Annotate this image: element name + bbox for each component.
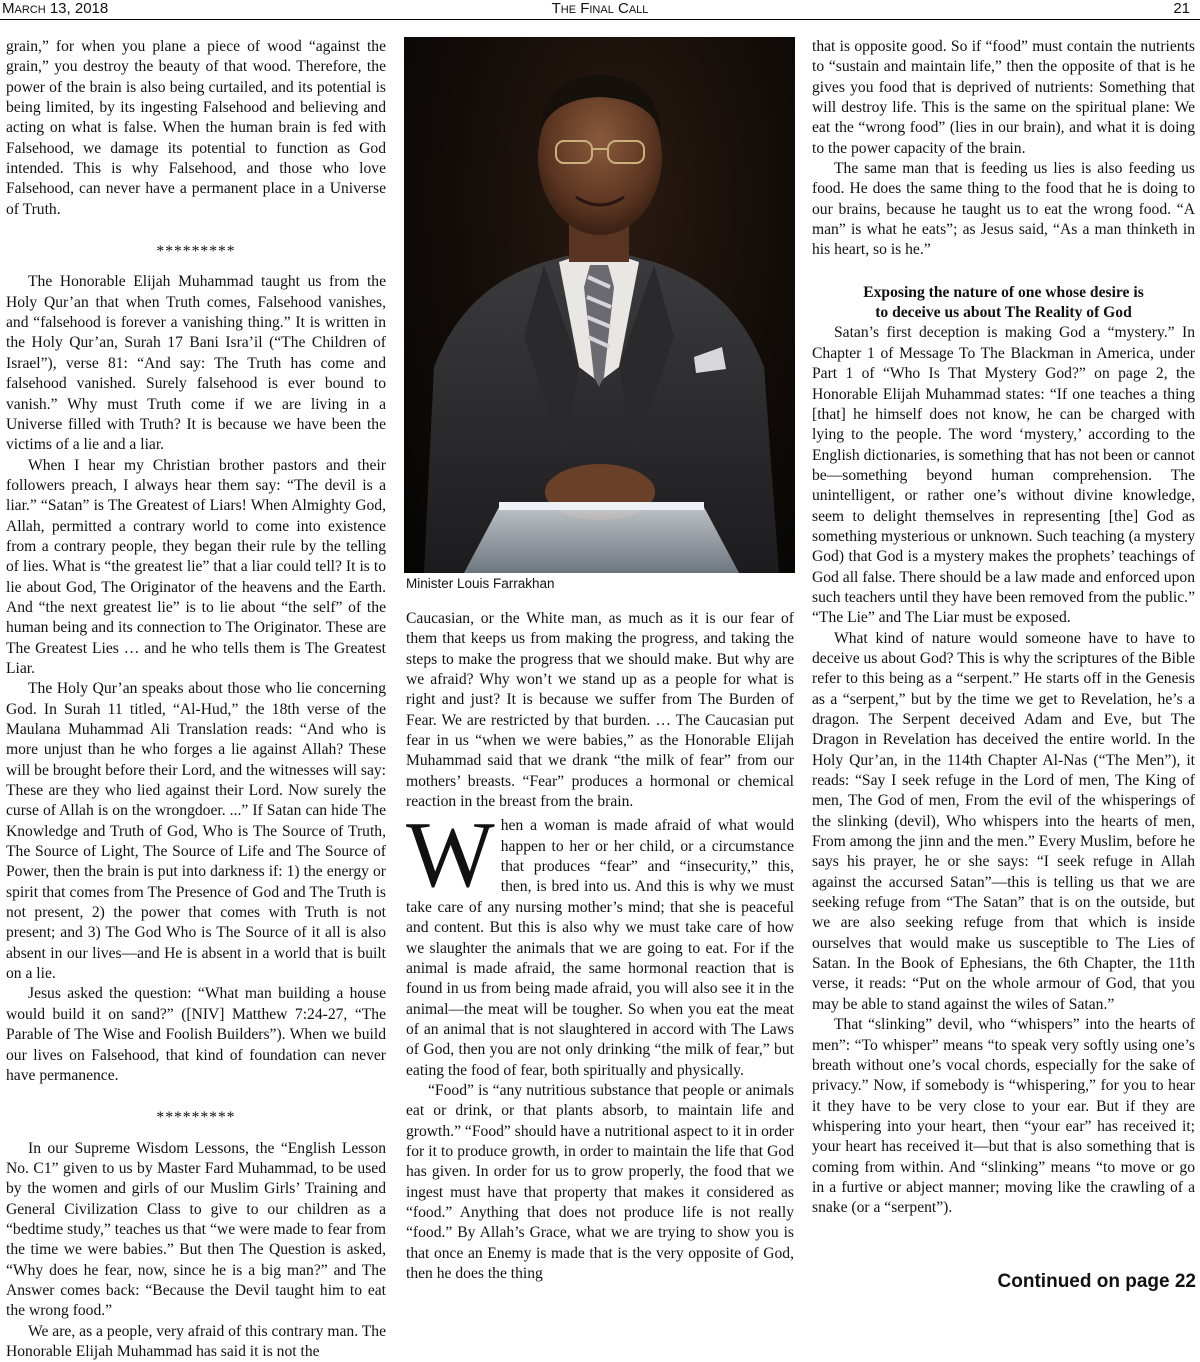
article-column-1 — [6, 37, 386, 1360]
portrait-photo — [404, 37, 795, 573]
subheading-line-1: Exposing the nature of one whose desire is — [863, 283, 1144, 301]
section-separator: ********* — [156, 1109, 236, 1127]
subheading — [812, 283, 1195, 324]
paragraph: grain,” for when you plane a piece of wood “against the grain,” you destroy the beauty of that wood. Therefore, the power of the brain is also being curtailed, and its potential is being limited, by its ingesting Falsehood and believing and acting on what is false. When the human brain is fed with Falsehood, we damage its potential to function as God intended. This is why Falsehood, and those who love Falsehood, can never have a permanent place in a Universe of Truth. — [6, 38, 386, 218]
page-header — [0, 0, 1200, 20]
issue-date: March 13, 2018 — [2, 0, 109, 17]
paragraph: What kind of nature would someone have to have to deceive us about God? This is why the scriptures of the Bible refer to this being as a “serpent.” He starts off in the Genesis as a “serpent,” but by the time we get to Revelation, he’s a dragon. The Serpent deceived Adam and Eve, but The Dragon in Revelation has deceived the entire world. In the Holy Qur’an, in the 114th Chapter Al-Nas (“The Men”), it reads: “Say I seek refuge in the Lord of men, The King of men, The God of men, From the evil of the whisperings of the slinking (devil), Who whispers into the hearts of men, From among the jinn and the men.” Every Muslim, before he says his prayer, he or she says: “I seek refuge in Allah against the accursed Satan”—this is telling us that we are seeking refuge from “The Satan” that is on the outside, but we are also seeking refuge from that which is inside ourselves that would make us susceptible to The Lies of Satan. In the Book of Ephesians, the 6th Chapter, the 11th verse, it reads: “Put on the whole armour of God, that you may be able to stand against the wiles of Satan.” — [812, 629, 1195, 1013]
paragraph: The Holy Qur’an speaks about those who lie concerning God. In Surah 11 titled, “Al-Hud,” the 18th verse of the Maulana Muhammad Ali Translation reads: “And who is more unjust than he who forges a lie against Allah? These will be brought before their Lord, and the witnesses will say: These are they who lied against their Lord. Now surely the curse of Allah is on the wrongdoer. ...” If Satan can hide The Knowledge and Truth of God, Who is The Source of Truth, The Source of Light, The Source of Life and The Source of Power, then the brain is put into darkness if: 1) the energy or spirit that comes from The Presence of God and The Truth is not present, 2) the power that comes with Truth is not present; and 3) The God Who is The Source of it all is also absent in our lives—and He is absent in a world that is built on a lie. — [6, 680, 386, 983]
paragraph-with-dropcap — [406, 803, 794, 1080]
paragraph: That “slinking” devil, who “whispers” into the hearts of men”: “To whisper” means “to speak very softly using one’s breath without one’s vocal chords, especially for the sake of privacy.” Now, if somebody is “whispering,” for you to hear it they have to be very close to your ear. But if they are whispering into your heart, then “your ear” has received it; your heart has received it—but that is also something that is coming from within. And “slinking” means “to move or go in a furtive or abject manner; moving like the crawling of a snake (or a “serpent”). — [812, 1016, 1195, 1217]
article-column-2 — [406, 609, 794, 1298]
paragraph: The same man that is feeding us lies is also feeding us food. He does the same thing to the food that he is doing to our brains, because he taught us to eat the wrong food. “A man” is what he eats”; as Jesus said, “As a man thinketh in his heart, so is he.” — [812, 160, 1195, 259]
paragraph: Jesus asked the question: “What man building a house would build it on sand?” ([NIV] Matthew 7:24-27, “The Parable of The Wise and Foolish Builders”). When we build our lives on Falsehood, that kind of foundation can never have permanence. — [6, 985, 386, 1084]
continued-on-link[interactable]: Continued on page 22 — [997, 1271, 1196, 1292]
section-separator: ********* — [156, 243, 236, 261]
paragraph: Satan’s first deception is making God a “mystery.” In Chapter 1 of Message To The Blackman in America, under Part 1 of “Who Is That Mystery God?” on page 2, the Honorable Elijah Muhammad states: “If one teaches a thing [that] he himself does not know, he can be charged with lying to the people. The word ‘mystery,’ according to the English dictionaries, is something that has not been or cannot be—something beyond human comprehension. The unintelligent, or rather one’s without divine knowledge, seem to delight themselves in representing [the] God as something mysterious or unknown. Such teaching (a mystery God) that God is a mystery makes the prophets’ teachings of God all false. There should be a law made and enforced upon such teachers until they have been removed from the public.” “The Lie” and The Liar must be exposed. — [812, 324, 1195, 627]
article-column-3 — [812, 37, 1195, 1261]
publication-name: The Final Call — [551, 0, 649, 17]
paragraph: “Food” is “any nutritious substance that people or animals eat or drink, or that plants absorb, to maintain life and growth.” “Food” should have a nutritional aspect to it in order for it to produce growth, in order to maintain the life that God has given. In order for us to grow properly, the food that we ingest must have that property that makes it considered as “food.” Anything that does not produce life is not really “food.” By Allah’s Grace, what we are trying to show you is that once an Enemy is made that is the very opposite of God, then he does the thing — [406, 1081, 794, 1282]
paragraph: that is opposite good. So if “food” must contain the nutrients to “sustain and maintain life,” then the opposite of that is he gives you food that is deprived of nutrients: Something that will destroy life. This is the same on the spiritual plane: We eat the “wrong food” (lies in our brain), and what it is doing to the power capacity of the brain. — [812, 38, 1195, 157]
paragraph-text: hen a woman is made afraid of what would happen to her or her child, or a circumstance that produces “fear” and “insecurity,” this, then, is bred into us. And this is why we must take care of any nursing mother’s mind; that she is peaceful and content. But this is also why we must take care of how we slaughter the animals that we are going to eat. For if the animal is made afraid, the same hormonal reaction that is found in us from being made afraid, you will also see it in the animal—the meat will be tougher. So when you eat the meat of an animal that is not slaughtered in accord with The Laws of God, then you are not only drinking “the milk of fear,” but eating the food of fear, both spiritually and physically. — [406, 817, 794, 1079]
portrait-illustration — [404, 37, 795, 573]
paragraph: In our Supreme Wisdom Lessons, the “English Lesson No. C1” given to us by Master Fard Muhammad, to be used by the women and girls of our Muslim Girls’ Training and General Civilization Class to give to our children as a “bedtime study,” teaches us that “we were made to fear from the time we were babies.” But then The Question is asked, “Why does he fear, now, since he is a big man?” and The Answer comes back: “Because the Devil taught him to eat the wrong food.” — [6, 1139, 386, 1320]
page-number: 21 — [1173, 0, 1190, 17]
photo-caption: Minister Louis Farrakhan — [406, 576, 555, 591]
paragraph: Caucasian, or the White man, as much as it is our fear of them that keeps us from making the progress, and taking the steps to make the progress that we should make. But why are we afraid? Why won’t we stand up as a people for what is right and just? It is because we suffer from The Burden of Fear. We are restricted by that burden. … The Caucasian put fear in us “when we were babies,” as the Honorable Elijah Muhammad said that we drank “the milk of fear” from our mothers’ breasts. “Fear” produces a hormonal or chemical reaction in the breast from the brain. — [406, 610, 794, 811]
drop-cap: W — [406, 803, 495, 908]
paragraph: We are, as a people, very afraid of this contrary man. The Honorable Elijah Muhammad has said it is not the — [6, 1322, 386, 1360]
paragraph: The Honorable Elijah Muhammad taught us from the Holy Qur’an that when Truth comes, Falsehood vanishes, and “falsehood is forever a vanishing thing.” It is written in the Holy Qur’an, Surah 17 Bani Isra’il (“The Children of Israel”), verse 81: “And say: The Truth has come and falsehood vanished. Surely falsehood is ever bound to vanish.” Why must Truth come if we are living in a Universe filled with Truth? It is because we have been the victims of a lie and a liar. — [6, 273, 386, 454]
subheading-line-2: to deceive us about The Reality of God — [875, 304, 1132, 322]
paragraph: When I hear my Christian brother pastors and their followers preach, I always hear them say: “The devil is a liar.” “Satan” is The Greatest of Liars! When Almighty God, Allah, permitted a contrary world to come into existence from a contrary people, they began their rule by the telling of lies. What is “the greatest lie” that a liar could tell? It is to lie about God, The Originator of the heavens and the Earth. And “the next greatest lie” is to lie about “the self” of the human being and its connection to The Originator. These are The Greatest Lies … and he who tells them is The Greatest Liar. — [6, 456, 386, 677]
